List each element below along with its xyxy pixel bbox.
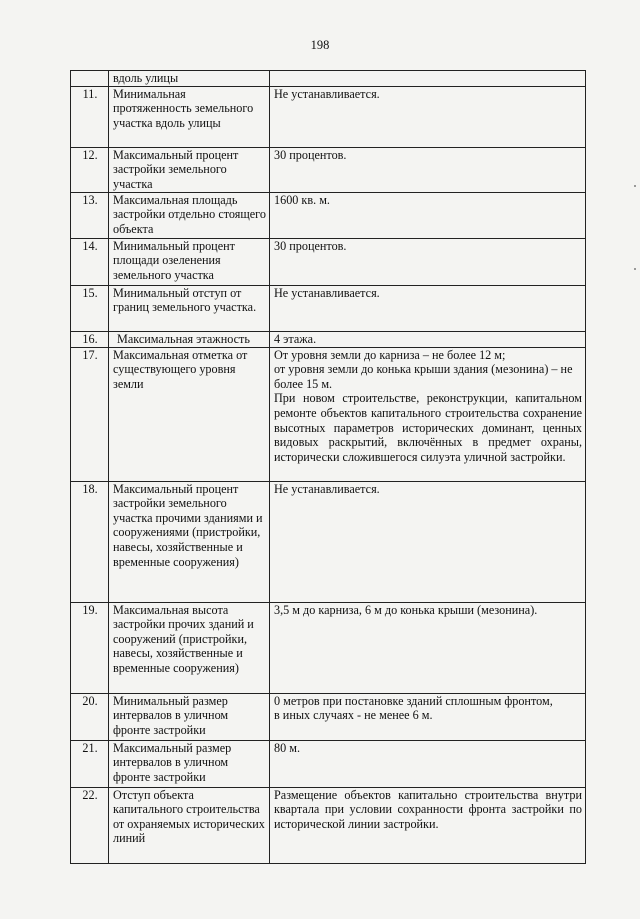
parameter-value: Не устанавливается. <box>270 285 586 331</box>
parameter-value <box>270 71 586 87</box>
parameter-name: Минимальный отступ от границ земельного участка. <box>109 285 270 331</box>
table-row <box>71 693 586 740</box>
parameter-value: 30 процентов. <box>270 147 586 192</box>
row-number: 20. <box>71 693 109 740</box>
table-row <box>71 71 586 87</box>
parameter-value: 30 процентов. <box>270 238 586 285</box>
parameter-name: Отступ объекта капитального строительства от охраняемых исторических линий <box>109 787 270 863</box>
parameter-name: Минимальная протяженность земельного участка вдоль улицы <box>109 86 270 147</box>
row-number: 15. <box>71 285 109 331</box>
row-number: 16. <box>71 331 109 347</box>
table-row <box>71 192 586 238</box>
table-row <box>71 740 586 787</box>
scan-speck <box>634 268 636 270</box>
parameter-name: Максимальный процент застройки земельного участка прочими зданиями и сооружениями (пристройки, навесы, хозяйственные и временные сооружения) <box>109 481 270 602</box>
table-row <box>71 86 586 147</box>
row-number: 18. <box>71 481 109 602</box>
parameter-value: 1600 кв. м. <box>270 192 586 238</box>
parameter-name: Максимальный размер интервалов в уличном фронте застройки <box>109 740 270 787</box>
parameter-value: 4 этажа. <box>270 331 586 347</box>
table-row <box>71 347 586 481</box>
parameter-name: вдоль улицы <box>109 71 270 87</box>
page-number: 198 <box>310 38 330 52</box>
parameter-name: Максимальная этажность <box>109 331 270 347</box>
parameter-value: От уровня земли до карниза – не более 12 м; от уровня земли до конька крыши здания (мезонина) – не более 15 м. При новом строительстве, реконструкции, капитальном ремонте объектов капитального строительства сохранение высотных параметров исторических доминант, ценных видовых раскрытий, включённых в предмет охраны, исторически сложившегося силуэта уличной застройки. <box>270 347 586 481</box>
table-row <box>71 238 586 285</box>
row-number: 14. <box>71 238 109 285</box>
parameter-name: Максимальный процент застройки земельного участка <box>109 147 270 192</box>
row-number: 22. <box>71 787 109 863</box>
parameter-value: Размещение объектов капитально строительства внутри квартала при условии сохранности фронта застройки по исторической линии застройки. <box>270 787 586 863</box>
table-row <box>71 331 586 347</box>
table-row <box>71 602 586 693</box>
row-number: 19. <box>71 602 109 693</box>
row-number <box>71 71 109 87</box>
table-row <box>71 481 586 602</box>
parameter-name: Максимальная площадь застройки отдельно стоящего объекта <box>109 192 270 238</box>
parameter-name: Минимальный процент площади озеленения земельного участка <box>109 238 270 285</box>
row-number: 21. <box>71 740 109 787</box>
row-number: 11. <box>71 86 109 147</box>
parameter-name: Минимальный размер интервалов в уличном фронте застройки <box>109 693 270 740</box>
row-number: 12. <box>71 147 109 192</box>
parameter-value: 3,5 м до карниза, 6 м до конька крыши (мезонина). <box>270 602 586 693</box>
parameters-table <box>70 70 586 864</box>
parameter-value: Не устанавливается. <box>270 86 586 147</box>
row-number: 17. <box>71 347 109 481</box>
table-row <box>71 147 586 192</box>
parameter-name: Максимальная отметка от существующего уровня земли <box>109 347 270 481</box>
scan-speck <box>634 185 636 187</box>
parameter-value: 0 метров при постановке зданий сплошным фронтом, в иных случаях - не менее 6 м. <box>270 693 586 740</box>
table-row <box>71 285 586 331</box>
parameter-value: Не устанавливается. <box>270 481 586 602</box>
parameter-name: Максимальная высота застройки прочих зданий и сооружений (пристройки, навесы, хозяйственные и временные сооружения) <box>109 602 270 693</box>
table-row <box>71 787 586 863</box>
row-number: 13. <box>71 192 109 238</box>
parameter-value: 80 м. <box>270 740 586 787</box>
